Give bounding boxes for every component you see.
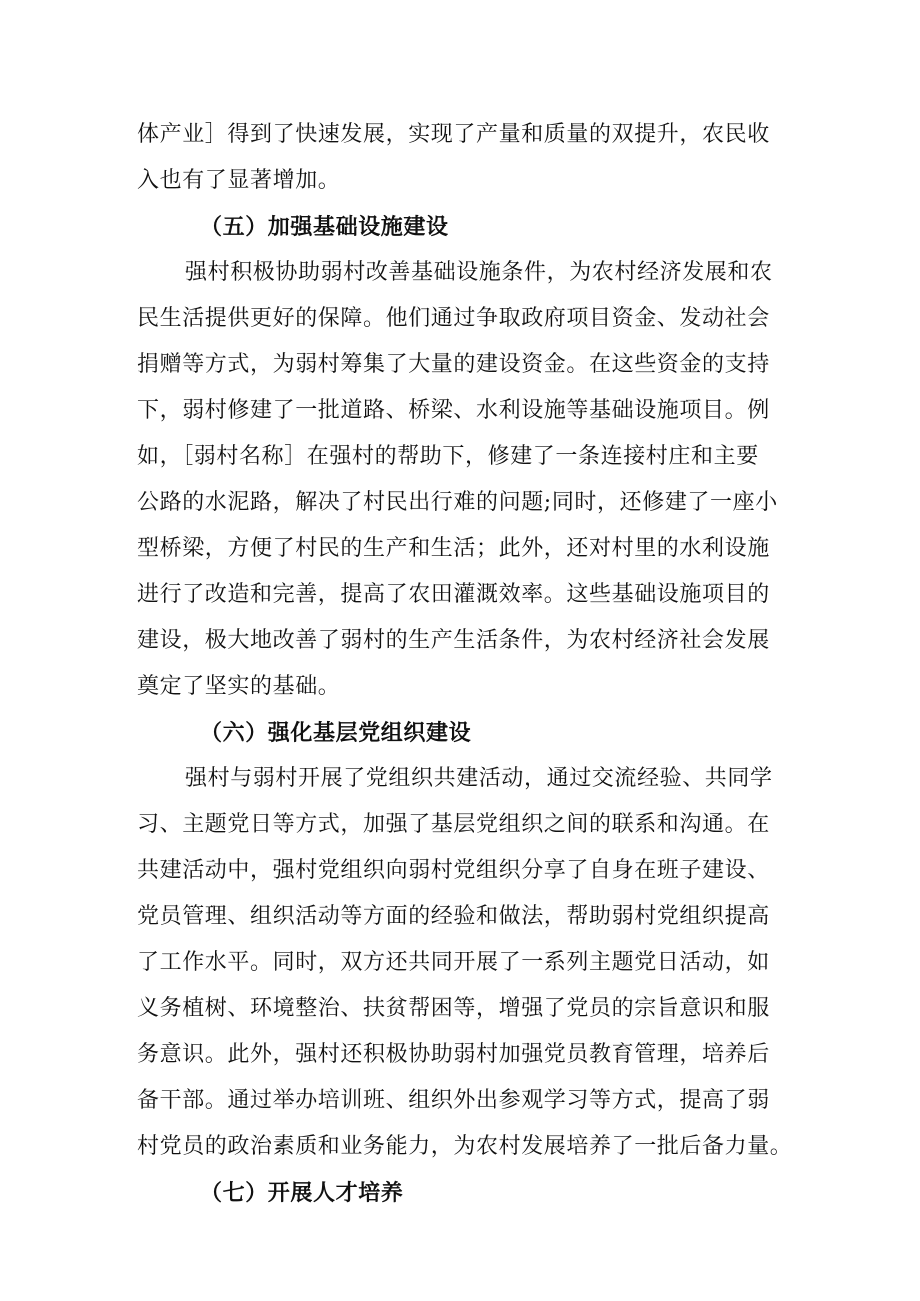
paragraph-line: 党员管理、组织活动等方面的经验和做法，帮助弱村党组织提高 <box>137 904 770 929</box>
paragraph-line: 公路的水泥路，解决了村民出行难的问题;同时，还修建了一座小 <box>137 490 778 515</box>
paragraph-line: 备干部。通过举办培训班、组织外出参观学习等方式，提高了弱 <box>137 1088 770 1113</box>
paragraph-line: 奠定了坚实的基础。 <box>137 674 341 699</box>
paragraph-line: 进行了改造和完善，提高了农田灌溉效率。这些基础设施项目的 <box>137 582 770 607</box>
paragraph-line: 习、主题党日等方式，加强了基层党组织之间的联系和沟通。在 <box>137 812 770 837</box>
paragraph-line: 共建活动中，强村党组织向弱村党组织分享了自身在班子建设、 <box>137 858 770 883</box>
section-heading-6: （六）强化基层党组织建设 <box>200 720 472 746</box>
paragraph-line: 务意识。此外，强村还积极协助弱村加强党员教育管理，培养后 <box>137 1042 770 1067</box>
paragraph-line: 建设，极大地改善了弱村的生产生活条件，为农村经济社会发展 <box>137 628 770 653</box>
paragraph-line: 捐赠等方式，为弱村筹集了大量的建设资金。在这些资金的支持 <box>137 352 770 377</box>
paragraph-line: 型桥梁，方便了村民的生产和生活；此外，还对村里的水利设施 <box>137 536 770 561</box>
paragraph-line: 体产业］得到了快速发展，实现了产量和质量的双提升，农民收 <box>137 122 770 147</box>
paragraph-line: 如，［弱村名称］在强村的帮助下，修建了一条连接村庄和主要 <box>137 444 759 469</box>
paragraph-line: 了工作水平。同时，双方还共同开展了一系列主题党日活动，如 <box>137 950 770 975</box>
paragraph-line: 强村积极协助弱村改善基础设施条件，为农村经济发展和农 <box>185 260 773 285</box>
paragraph-line: 入也有了显著增加。 <box>137 168 341 193</box>
section-heading-7: （七）开展人才培养 <box>200 1180 404 1206</box>
paragraph-line: 义务植树、环境整治、扶贫帮困等，增强了党员的宗旨意识和服 <box>137 996 770 1021</box>
paragraph-line: 民生活提供更好的保障。他们通过争取政府项目资金、发动社会 <box>137 306 770 331</box>
paragraph-line: 村党员的政治素质和业务能力，为农村发展培养了一批后备力量。 <box>137 1134 793 1159</box>
paragraph-line: 强村与弱村开展了党组织共建活动，通过交流经验、共同学 <box>185 766 773 791</box>
section-heading-5: （五）加强基础设施建设 <box>200 214 449 240</box>
paragraph-line: 下，弱村修建了一批道路、桥梁、水利设施等基础设施项目。例 <box>137 398 770 423</box>
